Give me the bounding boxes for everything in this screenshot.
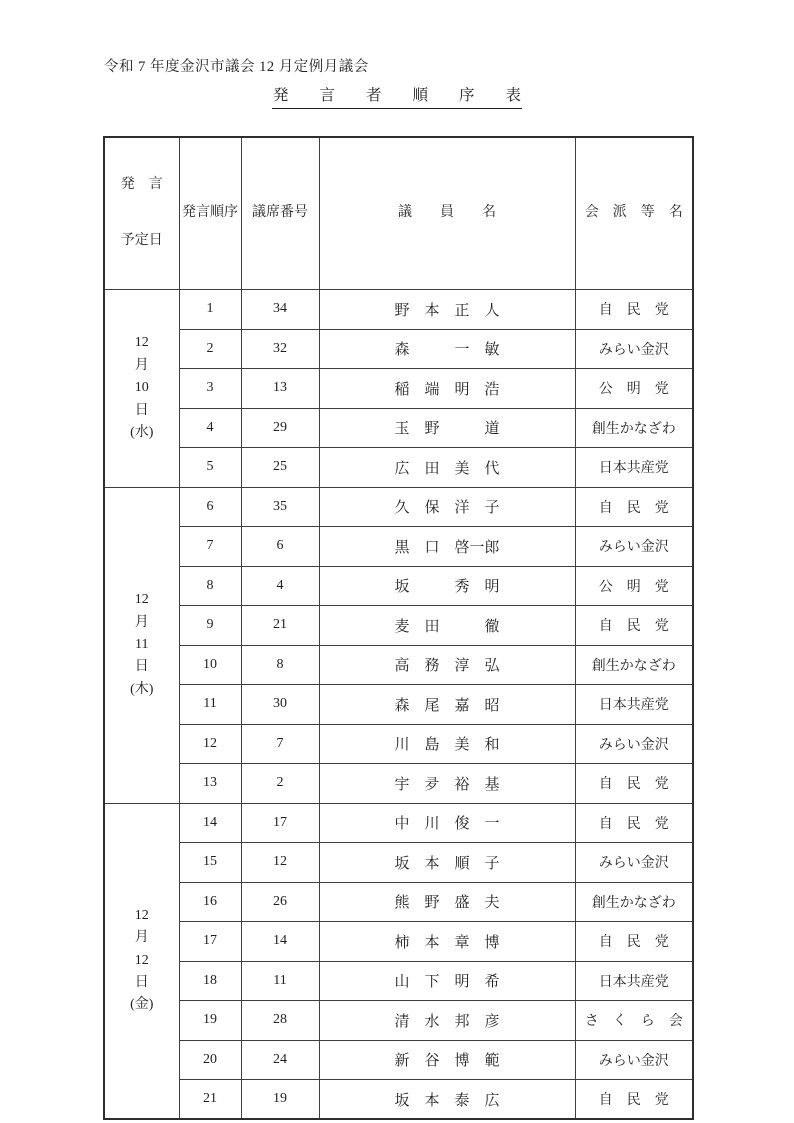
name-cell: 野 本 正 人 [319, 290, 575, 330]
table-row [104, 487, 693, 527]
faction-cell: みらい金沢 [575, 527, 693, 567]
seat-cell: 32 [241, 329, 319, 369]
name-cell: 高 務 淳 弘 [319, 645, 575, 685]
name-cell: 坂 本 泰 広 [319, 1080, 575, 1120]
faction-cell: 自 民 党 [575, 290, 693, 330]
table-row [104, 606, 693, 646]
date-cell [104, 487, 179, 803]
date-cell [104, 803, 179, 1119]
faction-cell: 自 民 党 [575, 803, 693, 843]
name-cell: 久 保 洋 子 [319, 487, 575, 527]
order-cell: 21 [179, 1080, 241, 1120]
faction-cell: 公 明 党 [575, 566, 693, 606]
date-line: 12 [134, 907, 149, 923]
seat-cell: 35 [241, 487, 319, 527]
faction-cell: みらい金沢 [575, 1040, 693, 1080]
faction-cell: 公 明 党 [575, 369, 693, 409]
faction-cell: みらい金沢 [575, 329, 693, 369]
faction-cell: みらい金沢 [575, 724, 693, 764]
seat-cell: 17 [241, 803, 319, 843]
order-cell: 2 [179, 329, 241, 369]
order-cell: 8 [179, 566, 241, 606]
col-header-order: 発言順序 [179, 137, 241, 290]
order-cell: 3 [179, 369, 241, 409]
faction-cell: 創生かなざわ [575, 645, 693, 685]
header-row [104, 137, 693, 290]
col-header-date-line2: 予定日 [120, 233, 163, 249]
name-cell: 森 尾 嘉 昭 [319, 685, 575, 725]
name-cell: 麦 田 徹 [319, 606, 575, 646]
faction-cell: 日本共産党 [575, 685, 693, 725]
seat-cell: 26 [241, 882, 319, 922]
seat-cell: 21 [241, 606, 319, 646]
date-line: 日 [134, 402, 149, 418]
date-line: 月 [134, 930, 149, 946]
date-line: 12 [134, 952, 149, 968]
faction-cell: 自 民 党 [575, 922, 693, 962]
name-cell: 黒 口 啓一郎 [319, 527, 575, 567]
date-line: 日 [134, 659, 149, 675]
seat-cell: 29 [241, 408, 319, 448]
date-line: (金) [130, 997, 154, 1013]
table-row [104, 527, 693, 567]
date-line: 12 [134, 592, 149, 608]
table-row [104, 803, 693, 843]
name-cell: 中 川 俊 一 [319, 803, 575, 843]
faction-cell: 日本共産党 [575, 961, 693, 1001]
seat-cell: 7 [241, 724, 319, 764]
order-cell: 18 [179, 961, 241, 1001]
date-cell [104, 290, 179, 488]
seat-cell: 19 [241, 1080, 319, 1120]
seat-cell: 30 [241, 685, 319, 725]
name-cell: 広 田 美 代 [319, 448, 575, 488]
table-row [104, 1080, 693, 1120]
seat-cell: 14 [241, 922, 319, 962]
col-header-faction: 会 派 等 名 [575, 137, 693, 290]
order-cell: 5 [179, 448, 241, 488]
seat-cell: 12 [241, 843, 319, 883]
table-row [104, 685, 693, 725]
order-cell: 11 [179, 685, 241, 725]
faction-cell: 創生かなざわ [575, 408, 693, 448]
seat-cell: 13 [241, 369, 319, 409]
date-line: 11 [135, 636, 149, 652]
order-cell: 9 [179, 606, 241, 646]
order-cell: 10 [179, 645, 241, 685]
table-row [104, 922, 693, 962]
table-row [104, 764, 693, 804]
faction-cell: 創生かなざわ [575, 882, 693, 922]
speaker-order-table [103, 136, 694, 1120]
faction-cell: さ く ら 会 [575, 1001, 693, 1041]
date-line: 10 [134, 380, 149, 396]
col-header-seat: 議席番号 [241, 137, 319, 290]
seat-cell: 25 [241, 448, 319, 488]
date-line: 日 [134, 975, 149, 991]
name-cell: 宇 夛 裕 基 [319, 764, 575, 804]
col-header-date [104, 137, 179, 290]
seat-cell: 11 [241, 961, 319, 1001]
order-cell: 6 [179, 487, 241, 527]
order-cell: 16 [179, 882, 241, 922]
name-cell: 柿 本 章 博 [319, 922, 575, 962]
table-row [104, 329, 693, 369]
name-cell: 玉 野 道 [319, 408, 575, 448]
order-cell: 7 [179, 527, 241, 567]
seat-cell: 8 [241, 645, 319, 685]
name-cell: 坂 本 順 子 [319, 843, 575, 883]
seat-cell: 4 [241, 566, 319, 606]
order-cell: 4 [179, 408, 241, 448]
faction-cell: 自 民 党 [575, 764, 693, 804]
order-cell: 15 [179, 843, 241, 883]
table-row [104, 369, 693, 409]
table-row [104, 1001, 693, 1041]
seat-cell: 6 [241, 527, 319, 567]
table-row [104, 566, 693, 606]
table-row [104, 290, 693, 330]
seat-cell: 24 [241, 1040, 319, 1080]
name-cell: 坂 秀 明 [319, 566, 575, 606]
name-cell: 山 下 明 希 [319, 961, 575, 1001]
seat-cell: 2 [241, 764, 319, 804]
order-cell: 20 [179, 1040, 241, 1080]
order-cell: 12 [179, 724, 241, 764]
table-row [104, 882, 693, 922]
seat-cell: 34 [241, 290, 319, 330]
date-line: 12 [134, 335, 149, 351]
name-cell: 稲 端 明 浩 [319, 369, 575, 409]
table-row [104, 724, 693, 764]
order-cell: 1 [179, 290, 241, 330]
faction-cell: 自 民 党 [575, 606, 693, 646]
order-cell: 17 [179, 922, 241, 962]
document-subtitle: 発 言 者 順 序 表 [272, 83, 522, 109]
faction-cell: みらい金沢 [575, 843, 693, 883]
order-cell: 13 [179, 764, 241, 804]
name-cell: 森 一 敏 [319, 329, 575, 369]
name-cell: 新 谷 博 範 [319, 1040, 575, 1080]
faction-cell: 自 民 党 [575, 487, 693, 527]
col-header-date-line1: 発 言 [120, 176, 163, 192]
table-row [104, 645, 693, 685]
table-row [104, 408, 693, 448]
table-row [104, 961, 693, 1001]
subtitle-row [0, 83, 794, 109]
date-line: (水) [130, 424, 154, 440]
order-cell: 19 [179, 1001, 241, 1041]
table-row [104, 448, 693, 488]
name-cell: 熊 野 盛 夫 [319, 882, 575, 922]
seat-cell: 28 [241, 1001, 319, 1041]
name-cell: 川 島 美 和 [319, 724, 575, 764]
document-title: 令和 7 年度金沢市議会 12 月定例月議会 [104, 59, 369, 75]
order-cell: 14 [179, 803, 241, 843]
table-row [104, 1040, 693, 1080]
date-line: (木) [130, 681, 154, 697]
date-line: 月 [134, 357, 149, 373]
faction-cell: 日本共産党 [575, 448, 693, 488]
date-line: 月 [134, 614, 149, 630]
name-cell: 清 水 邦 彦 [319, 1001, 575, 1041]
faction-cell: 自 民 党 [575, 1080, 693, 1120]
table-row [104, 843, 693, 883]
col-header-name: 議 員 名 [319, 137, 575, 290]
